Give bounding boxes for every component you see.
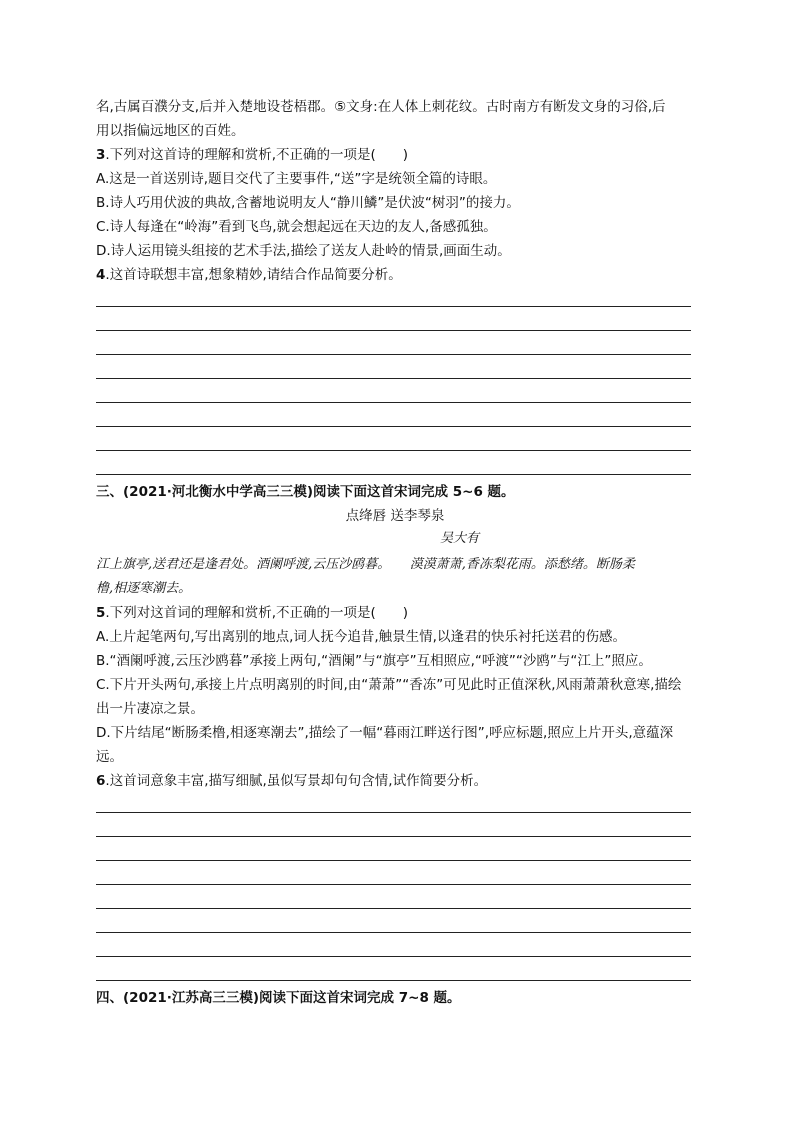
answer-line — [96, 378, 691, 379]
answer-line — [96, 956, 691, 957]
poem-line-1: 江上旗亭,送君还是逢君处。酒阑呼渡,云压沙鸥暮。 漠漠萧萧,香冻梨花雨。添愁绪。断肠柔 — [96, 557, 635, 572]
question-6-stem — [96, 771, 694, 791]
question-text: .下列对这首词的理解和赏析,不正确的一项是( ) — [105, 605, 409, 621]
answer-line — [96, 426, 691, 427]
q3-option-c: C.诗人每逢在“岭海”看到飞鸟,就会想起远在天边的友人,备感孤独。 — [96, 219, 497, 235]
answer-line — [96, 402, 691, 403]
q3-option-d: D.诗人运用镜头组接的艺术手法,描绘了送友人赴岭的情景,画面生动。 — [96, 243, 511, 259]
note-line-2: 用以指偏远地区的百姓。 — [96, 123, 245, 139]
q5-option-b: B.“酒阑呼渡,云压沙鸥暮”承接上两句,“酒阑”与“旗亭”互相照应,“呼渡”“沙鸥”与“江上”照应。 — [96, 653, 652, 669]
answer-line — [96, 836, 691, 837]
q5-option-a: A.上片起笔两句,写出离别的地点,词人抚今追昔,触景生情,以逢君的快乐衬托送君的伤感。 — [96, 629, 626, 645]
question-text: .下列对这首诗的理解和赏析,不正确的一项是( ) — [105, 147, 409, 163]
answer-line — [96, 450, 691, 451]
question-number: 4 — [96, 267, 106, 283]
question-text: .这首诗联想丰富,想象精妙,请结合作品简要分析。 — [105, 267, 402, 283]
answer-line — [96, 330, 691, 331]
section-4-heading: 四、(2021·江苏高三三模)阅读下面这首宋词完成 7~8 题。 — [96, 990, 461, 1006]
note-line-1: 名,古属百濮分支,后并入楚地设苍梧郡。⑤文身:在人体上刺花纹。古时南方有断发文身的习俗,后 — [96, 99, 666, 115]
section-3-heading: 三、(2021·河北衡水中学高三三模)阅读下面这首宋词完成 5~6 题。 — [96, 484, 515, 500]
question-4-stem — [96, 265, 694, 285]
answer-line — [96, 884, 691, 885]
question-3-stem — [96, 145, 694, 165]
poem-line-2: 橹,相逐寒潮去。 — [96, 581, 192, 596]
question-5-stem — [96, 603, 694, 623]
poem-title: 点绛唇 送李琴泉 — [345, 508, 445, 524]
q3-option-b: B.诗人巧用伏波的典故,含蓄地说明友人“静川鱗”是伏波“树羽”的接力。 — [96, 195, 520, 211]
q5-option-d-cont: 远。 — [96, 749, 123, 765]
poem-author: 吴大有 — [440, 531, 480, 546]
answer-line — [96, 980, 691, 981]
answer-line — [96, 306, 691, 307]
answer-line — [96, 354, 691, 355]
answer-line — [96, 908, 691, 909]
question-text: .这首词意象丰富,描写细腻,虽似写景却句句含情,试作简要分析。 — [105, 773, 488, 789]
q5-option-c: C.下片开头两句,承接上片点明离别的时间,由“萧萧”“香冻”可见此时正值深秋,风雨萧萧秋意寒,描绘 — [96, 677, 682, 693]
q3-option-a: A.这是一首送别诗,题目交代了主要事件,“送”字是统领全篇的诗眼。 — [96, 171, 497, 187]
question-number: 6 — [96, 773, 106, 789]
answer-line — [96, 474, 691, 475]
q5-option-d: D.下片结尾“断肠柔橹,相逐寒潮去”,描绘了一幅“暮雨江畔送行图”,呼应标题,照应上片开头,意蕴深 — [96, 725, 674, 741]
answer-line — [96, 932, 691, 933]
answer-line — [96, 812, 691, 813]
answer-line — [96, 860, 691, 861]
question-number: 3 — [96, 147, 106, 163]
question-number: 5 — [96, 605, 106, 621]
q5-option-c-cont: 出一片凄凉之景。 — [96, 701, 204, 717]
